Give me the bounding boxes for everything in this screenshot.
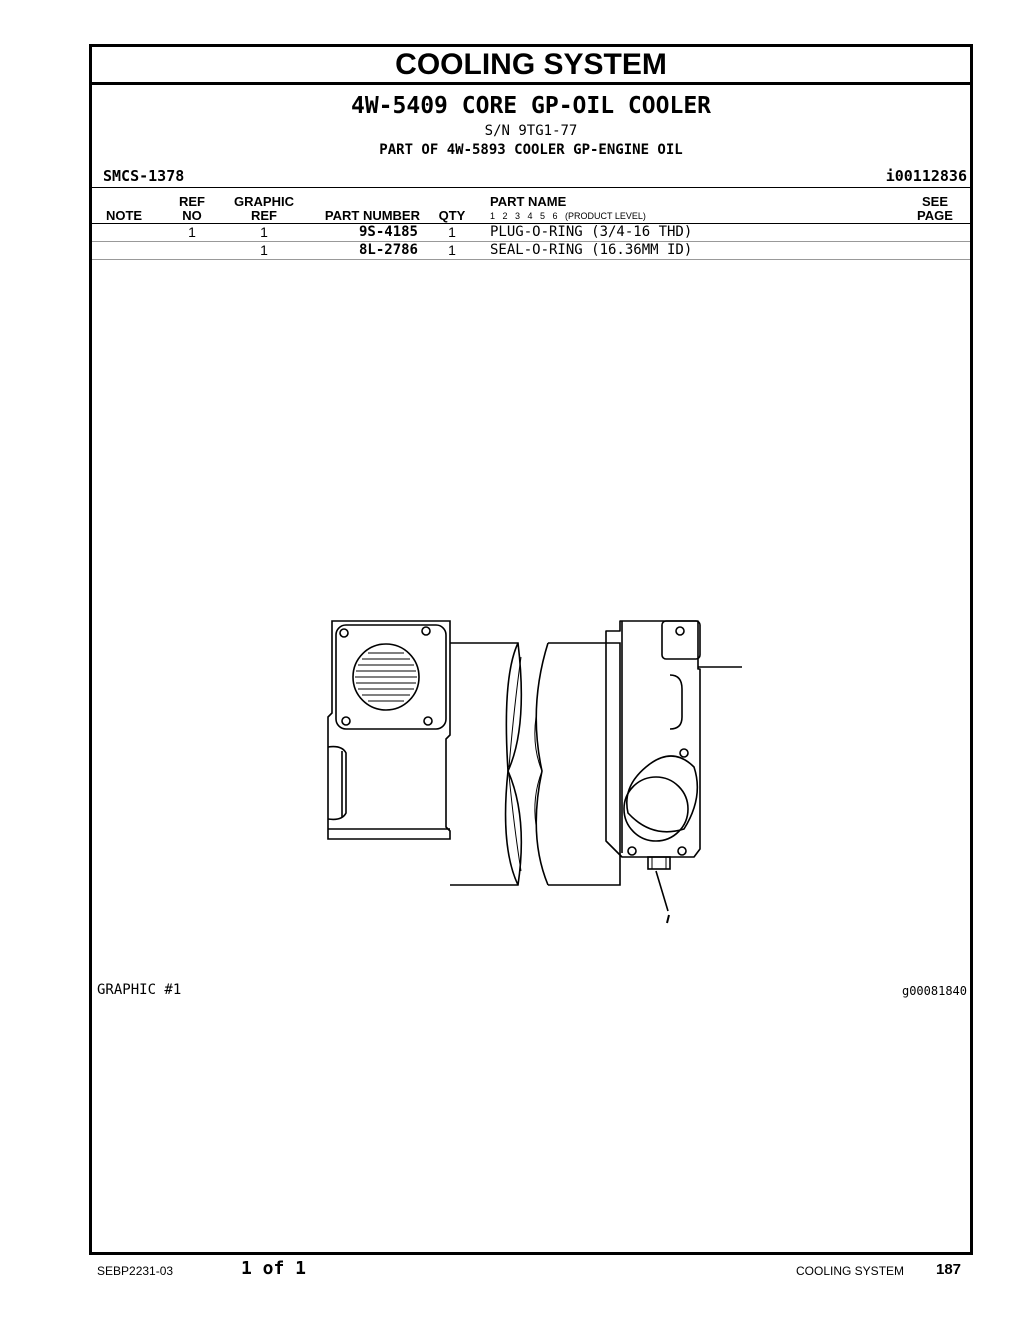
right-tube bbox=[535, 643, 620, 885]
col-ref-bottom: NO bbox=[182, 208, 202, 223]
serial-number: S/N 9TG1-77 bbox=[484, 123, 578, 139]
group-title bbox=[92, 93, 970, 119]
group-name: CORE GP-OIL COOLER bbox=[461, 93, 712, 119]
col-ref-top: REF bbox=[179, 194, 205, 209]
group-part-number: 4W-5409 bbox=[350, 93, 448, 119]
row-part-number: 8L-2786 bbox=[358, 242, 418, 258]
row-qty: 1 bbox=[448, 242, 456, 258]
right-end-casting bbox=[606, 621, 742, 857]
col-part-number: PART NUMBER bbox=[324, 208, 420, 223]
table-row bbox=[92, 242, 970, 260]
col-qty: QTY bbox=[438, 208, 466, 223]
row-part-name: SEAL-O-RING (16.36MM ID) bbox=[490, 242, 693, 258]
footer-page-number: 187 bbox=[936, 1261, 962, 1278]
row-part-number: 9S-4185 bbox=[358, 224, 418, 240]
section-title: COOLING SYSTEM bbox=[92, 47, 970, 85]
col-see-top: SEE bbox=[921, 194, 948, 209]
part-of: PART OF 4W-5893 COOLER GP-ENGINE OIL bbox=[379, 142, 683, 158]
header-top-rule bbox=[92, 187, 970, 188]
col-graphic-bottom: REF bbox=[251, 208, 277, 223]
row-part-name: PLUG-O-RING (3/4-16 THD) bbox=[490, 224, 693, 240]
col-product-levels: 1 2 3 4 5 6 (PRODUCT LEVEL) bbox=[490, 211, 646, 221]
col-note: NOTE bbox=[105, 208, 143, 223]
smcs-code: SMCS-1378 bbox=[103, 167, 185, 185]
page-frame bbox=[89, 44, 973, 1255]
left-tube bbox=[450, 643, 521, 885]
row-ref-no: 1 bbox=[188, 224, 196, 240]
row-qty: 1 bbox=[448, 224, 456, 240]
footer-page-of: 1 of 1 bbox=[241, 1258, 307, 1279]
graphic-id: g00081840 bbox=[901, 984, 967, 998]
plug-o-ring bbox=[648, 857, 670, 923]
col-see-bottom: PAGE bbox=[917, 208, 953, 223]
document-ident: i00112836 bbox=[885, 167, 967, 185]
oil-cooler-core-illustration bbox=[322, 617, 742, 927]
table-row bbox=[92, 224, 970, 242]
left-end-casting bbox=[328, 621, 450, 839]
footer-document-number: SEBP2231-03 bbox=[97, 1264, 174, 1278]
graphic-caption: GRAPHIC #1 bbox=[97, 982, 182, 998]
footer-section: COOLING SYSTEM bbox=[796, 1264, 905, 1278]
row-graphic-ref: 1 bbox=[260, 224, 268, 240]
row-graphic-ref: 1 bbox=[260, 242, 268, 258]
col-graphic-top: GRAPHIC bbox=[234, 194, 294, 209]
col-part-name: PART NAME bbox=[490, 194, 567, 209]
